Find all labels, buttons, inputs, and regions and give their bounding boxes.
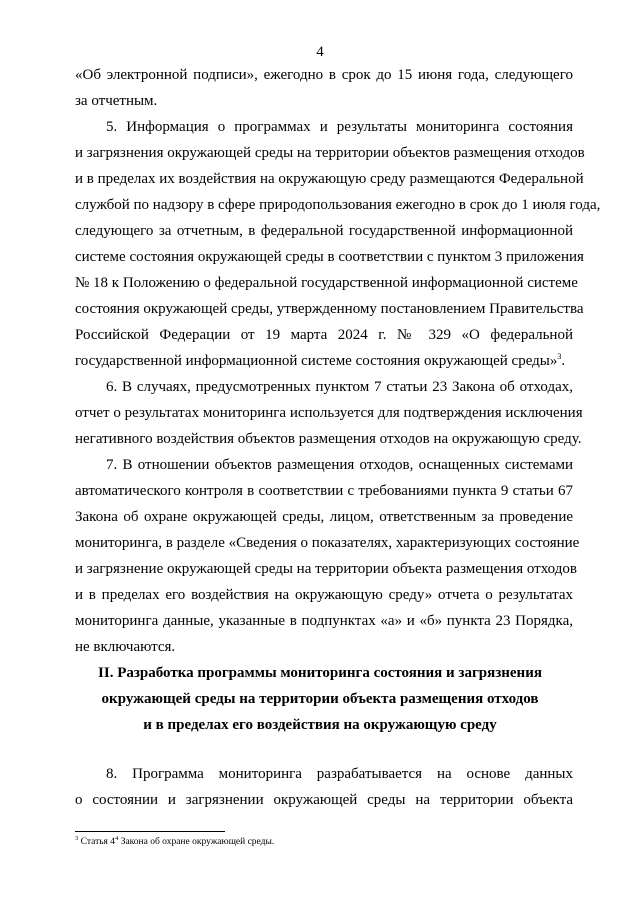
paragraph-5-line: № 18 к Положению о федеральной государственной информационной системе: [75, 275, 578, 291]
paragraph-4-line: за отчетным.: [75, 93, 158, 109]
paragraph-6-line: 6. В случаях, предусмотренных пунктом 7 статьи 23 Закона об отходах,: [106, 379, 573, 395]
section-heading-line: II. Разработка программы мониторинга состояния и загрязнения: [98, 665, 542, 681]
paragraph-7-line: автоматического контроля в соответствии с требованиями пункта 9 статьи 67: [75, 483, 573, 499]
paragraph-6-line: негативного воздействия объектов размещения отходов на окружающую среду.: [75, 431, 582, 447]
paragraph-5-line: и в пределах их воздействия на окружающую среду размещаются Федеральной: [75, 171, 584, 187]
footnote-reference[interactable]: 3: [557, 352, 562, 361]
section-heading-line: окружающей среды на территории объекта размещения отходов: [101, 691, 539, 707]
paragraph-5-period: .: [561, 353, 566, 369]
paragraph-7-line: Закона об охране окружающей среды, лицом, ответственным за проведение: [75, 509, 573, 525]
paragraph-4-line: «Об электронной подписи», ежегодно в срок до 15 июня года, следующего: [75, 67, 573, 83]
page-number: 4: [316, 44, 324, 60]
paragraph-8-line: о состоянии и загрязнении окружающей среды на территории объекта: [75, 792, 573, 808]
paragraph-5-line: и загрязнения окружающей среды на территории объектов размещения отходов: [75, 145, 585, 161]
paragraph-5-line: службой по надзору в сфере природопользования ежегодно в срок до 1 июля года,: [75, 197, 601, 213]
footnote: [75, 836, 274, 848]
paragraph-6-line: отчет о результатах мониторинга используется для подтверждения исключения: [75, 405, 583, 421]
paragraph-7-line: и в пределах его воздействия на окружающую среду» отчета о результатах: [75, 587, 573, 603]
footnote-article-superscript: 4: [115, 834, 119, 842]
footnote-text: Статья 4: [80, 837, 116, 847]
paragraph-7-line: не включаются.: [75, 639, 176, 655]
paragraph-5-line: 5. Информация о программах и результаты мониторинга состояния: [106, 119, 573, 135]
paragraph-7-line: и загрязнение окружающей среды на территории объекта размещения отходов: [75, 561, 577, 577]
footnote-text-end: Закона об охране окружающей среды.: [118, 837, 275, 847]
paragraph-5-text: государственной информационной системе состояния окружающей среды»: [75, 353, 558, 369]
paragraph-8-line: 8. Программа мониторинга разрабатывается на основе данных: [106, 766, 573, 782]
paragraph-7-line: 7. В отношении объектов размещения отходов, оснащенных системами: [106, 457, 573, 473]
footnote-separator: [75, 831, 225, 832]
paragraph-5-last-line: [75, 352, 573, 370]
paragraph-5-line: состояния окружающей среды, утвержденному постановлением Правительства: [75, 301, 584, 317]
paragraph-5-line: системе состояния окружающей среды в соответствии с пунктом 3 приложения: [75, 249, 584, 265]
footnote-mark: 3: [75, 834, 79, 842]
section-heading-line: и в пределах его воздействия на окружающую среду: [143, 717, 497, 733]
paragraph-5-line: следующего за отчетным, в федеральной государственной информационной: [75, 223, 573, 239]
paragraph-7-line: мониторинга, в разделе «Сведения о показателях, характеризующих состояние: [75, 535, 580, 551]
paragraph-5-line: Российской Федерации от 19 марта 2024 г. № 329 «О федеральной: [75, 327, 573, 343]
paragraph-7-line: мониторинга данные, указанные в подпунктах «а» и «б» пункта 23 Порядка,: [75, 613, 573, 629]
